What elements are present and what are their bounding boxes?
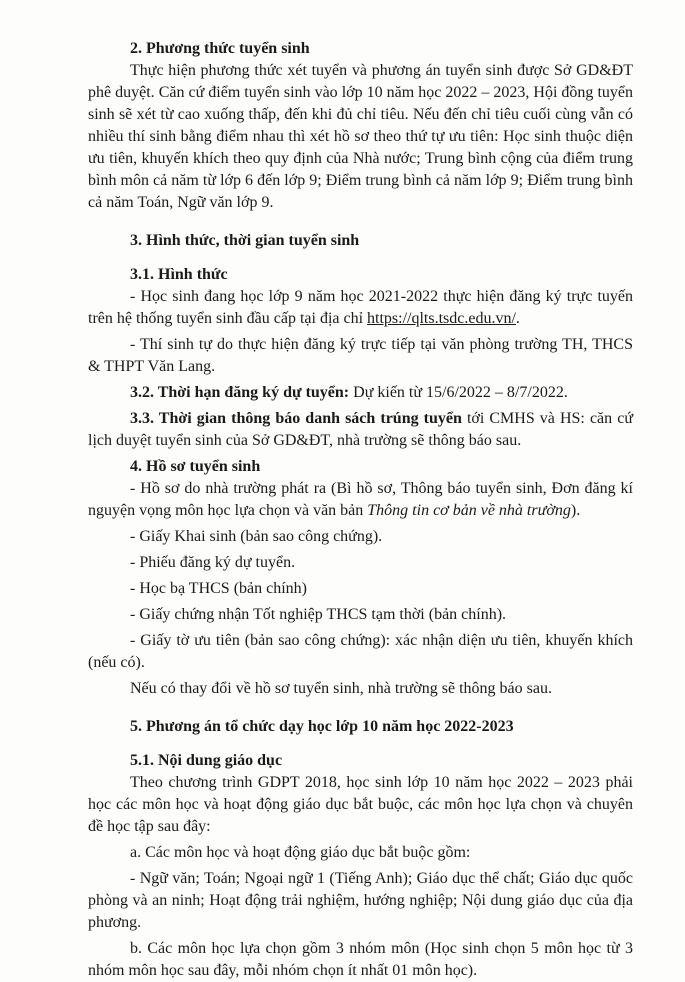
section-5-1-b-text: b. Các môn học lựa chọn gồm 3 nhóm môn (Học sinh chọn 5 môn học từ 3 nhóm môn học sau đây, mỗi nhóm chọn ít nhất 01 môn học). — [88, 940, 633, 979]
section-5-heading: 5. Phương án tổ chức dạy học lớp 10 năm học 2022-2023 — [130, 718, 514, 735]
registration-link[interactable]: https://qlts.tsdc.edu.vn/ — [367, 310, 516, 327]
section-2-body: Thực hiện phương thức xét tuyển và phương án tuyển sinh được Sở GD&ĐT phê duyệt. Căn cứ điểm tuyển sinh vào lớp 10 năm học 2022 – 2023, Hội đồng tuyển sinh sẽ xét từ cao xuống thấp, đến khi đủ chỉ tiêu. Nếu đến chỉ tiêu cuối cùng vẫn có nhiều thí sinh bằng điểm nhau thì xét hồ sơ theo thứ tự ưu tiên: Học sinh thuộc diện ưu tiên, khuyến khích theo quy định của Nhà nước; Trung bình cộng của điểm trung bình môn cả năm từ lớp 6 đến lớp 9; Điểm trung bình cả năm lớp 9; Điểm trung bình cả năm Toán, Ngữ văn lớp 9. — [88, 62, 633, 211]
section-5-1-heading: 5.1. Nội dung giáo dục — [130, 752, 283, 769]
section-3-3-heading: 3.3. Thời gian thông báo danh sách trúng tuyển — [130, 410, 462, 427]
section-5-1-a-text: - Ngữ văn; Toán; Ngoại ngữ 1 (Tiếng Anh); Giáo dục thể chất; Giáo dục quốc phòng và an ninh; Hoạt động trải nghiệm, hướng nghiệp; Nội dung giáo dục của địa phương. — [88, 870, 633, 931]
section-4-item-5: - Giấy chứng nhận Tốt nghiệp THCS tạm thời (bản chính). — [130, 606, 507, 623]
section-4-note: Nếu có thay đổi về hồ sơ tuyển sinh, nhà trường sẽ thông báo sau. — [130, 680, 552, 697]
section-4-item-1: - Hồ sơ do nhà trường phát ra (Bì hồ sơ, Thông báo tuyển sinh, Đơn đăng kí nguyện vọng môn học lựa chọn và văn bản Thông tin cơ bản về nhà trường). — [88, 480, 633, 519]
section-4-heading: 4. Hồ sơ tuyển sinh — [130, 458, 261, 475]
section-5-1-a-heading: a. Các môn học và hoạt động giáo dục bắt buộc gồm: — [130, 844, 471, 861]
section-3-heading: 3. Hình thức, thời gian tuyển sinh — [130, 232, 360, 249]
section-2-heading: 2. Phương thức tuyển sinh — [130, 40, 310, 57]
section-5-1-intro: Theo chương trình GDPT 2018, học sinh lớp 10 năm học 2022 – 2023 phải học các môn học và hoạt động giáo dục bắt buộc, các môn học lựa chọn và chuyên đề học tập sau đây: — [88, 774, 633, 835]
section-3-2-text: Dự kiến từ 15/6/2022 – 8/7/2022. — [349, 384, 568, 401]
section-3-2 — [88, 382, 633, 404]
section-3-1-heading: 3.1. Hình thức — [130, 266, 228, 283]
section-3-1-item-2: - Thí sinh tự do thực hiện đăng ký trực tiếp tại văn phòng trường TH, THCS & THPT Văn Lang. — [88, 336, 633, 375]
section-4-item-6: - Giấy tờ ưu tiên (bản sao công chứng): xác nhận diện ưu tiên, khuyến khích (nếu có). — [88, 632, 633, 671]
section-3-3-text: tới CMHS và HS: căn cứ lịch duyệt tuyển sinh của Sở GD&ĐT, nhà trường sẽ thông báo sau. — [88, 410, 633, 449]
section-3-2-heading: 3.2. Thời hạn đăng ký dự tuyển: — [130, 384, 350, 401]
section-4-item-2: - Giấy Khai sinh (bản sao công chứng). — [130, 528, 383, 545]
section-4-item-3: - Phiếu đăng ký dự tuyển. — [130, 554, 296, 571]
section-3-1-item-1: - Học sinh đang học lớp 9 năm học 2021-2022 thực hiện đăng ký trực tuyến trên hệ thống tuyển sinh đầu cấp tại địa chỉ https://qlts.tsdc.edu.vn/. — [88, 288, 633, 327]
section-3-3 — [88, 408, 633, 452]
section-4-item-4: - Học bạ THCS (bản chính) — [130, 580, 307, 597]
